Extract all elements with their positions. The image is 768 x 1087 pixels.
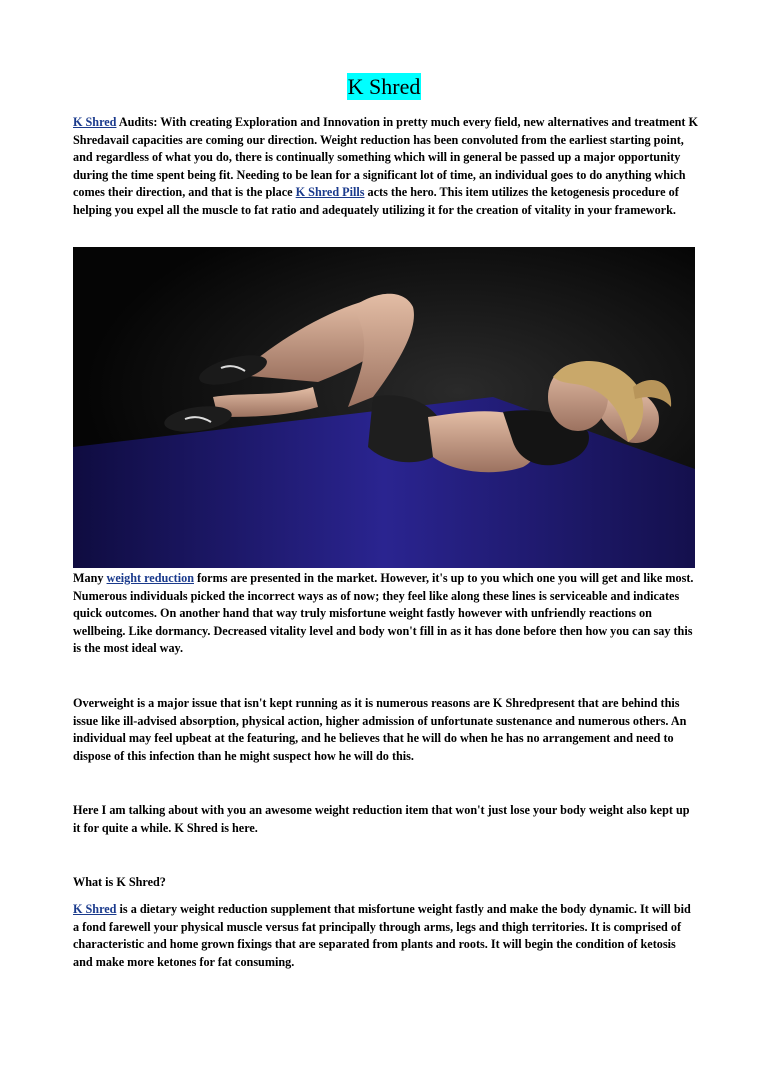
what-is-paragraph <box>73 901 698 971</box>
workout-photo <box>73 247 695 568</box>
weight-text-1: Many <box>73 571 107 585</box>
intro-text-1: Audits: With creating Exploration and Innovation in pretty much every field, new alternatives and treatment K Shredavail capacities are coming our direction. Weight reduction has been convoluted from the earliest starting point, and regardless of what you do, there is continually something which will in general be passed up a major opportunity during the time spent being fit. Needing to be lean for a significant lot of time, an individual goes to do anything which comes their direction, and that is the place <box>73 115 698 200</box>
weight-reduction-link[interactable]: weight reduction <box>106 571 194 585</box>
page-title: K Shred <box>347 74 421 99</box>
k-shred-link[interactable]: K Shred <box>73 115 117 129</box>
intro-paragraph <box>73 114 698 220</box>
awesome-item-paragraph <box>73 802 698 837</box>
section-heading-text: What is K Shred? <box>73 875 166 889</box>
intro-text-2: acts the hero. This item utilizes the ketogenesis procedure of helping you expel all the muscle to fat ratio and adequately utilizing it for the creation of vitality in your framework. <box>73 185 679 217</box>
k-shred-pills-link[interactable]: K Shred Pills <box>295 185 365 200</box>
k-shred-link-2[interactable]: K Shred <box>73 902 117 916</box>
overweight-text: Overweight is a major issue that isn't kept running as it is numerous reasons are K Shredpresent that are behind this issue like ill-advised absorption, physical action, higher admission of unfortunate sustenance and numerous others. An individual may feel upbeat at the featuring, and he believes that he will do when he has no arrangement and need to dispose of this infection than he might suspect how he will do this. <box>73 696 687 763</box>
title-wrap <box>0 73 768 100</box>
what-is-text: is a dietary weight reduction supplement that misfortune weight fastly and make the body dynamic. It will bid a fond farewell your physical muscle versus fat principally through arms, legs and thigh territories. It is comprised of characteristic and home grown fixings that are separated from plants and roots. It will begin the condition of ketosis and make more ketones for fat consuming. <box>73 902 691 969</box>
weight-text-2: forms are presented in the market. However, it's up to you which one you will get and like most. Numerous individuals picked the incorrect ways as of now; they feel like along these lines is serviceable and indicates quick outcomes. On another hand that way truly misfortune weight fastly however with unfriendly reactions on wellbeing. Like dormancy. Decreased vitality level and body won't fill in as it has done before then how you can say this is the most ideal way. <box>73 571 694 656</box>
weight-reduction-paragraph <box>73 570 698 658</box>
section-heading <box>73 874 698 892</box>
workout-illustration <box>73 247 695 568</box>
awesome-item-text: Here I am talking about with you an awesome weight reduction item that won't just lose your body weight also kept up it for quite a while. K Shred is here. <box>73 803 690 835</box>
overweight-paragraph <box>73 695 698 765</box>
